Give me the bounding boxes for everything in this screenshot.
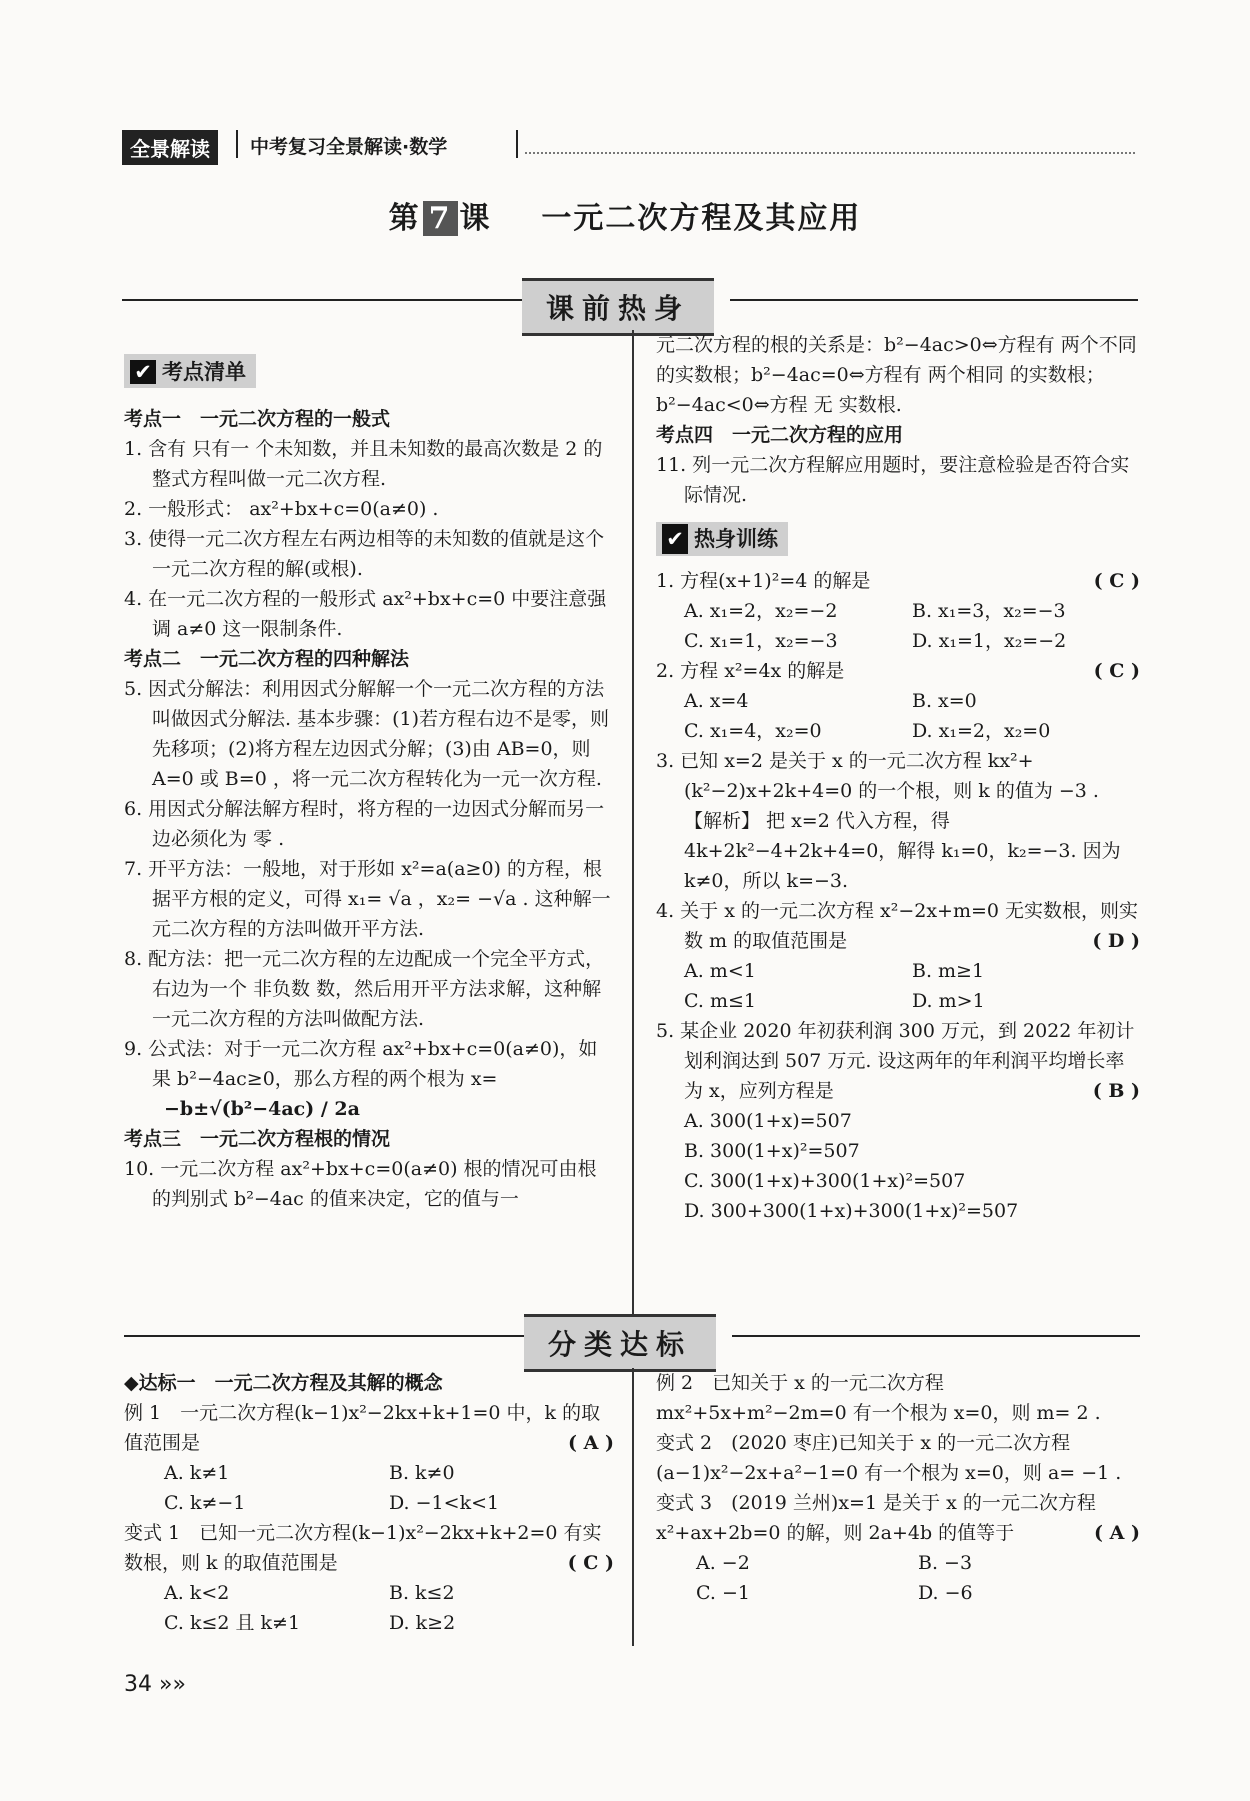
explanation: 【解析】 把 x=2 代入方程，得 4k+2k²−4+2k+4=0，解得 k₁=0，k₂=−3. 因为 k≠0，所以 k=−3. xyxy=(684,810,1121,892)
section-heading: 考点三 一元二次方程根的情况 xyxy=(124,1128,391,1150)
section-heading: ◆达标一 一元二次方程及其解的概念 xyxy=(124,1372,443,1394)
example: 例 2 已知关于 x 的一元二次方程 mx²+5x+m²−2m=0 有一个根为 x=0，则 m= 2 . xyxy=(656,1372,1101,1424)
banner-rule xyxy=(122,299,522,301)
list-item: 3. 使得一元二次方程左右两边相等的未知数的值就是这个一元二次方程的解(或根). xyxy=(124,528,605,580)
list-item: 8. 配方法：把一元二次方程的左边配成一个完全平方式，右边为一个 非负数 数，然后用开平方法求解，这种解一元二次方程的方法叫做配方法. xyxy=(124,948,605,1030)
list-item: 6. 用因式分解法解方程时，将方程的一边因式分解而另一边必须化为 零 . xyxy=(124,798,605,850)
section-heading: 考点二 一元二次方程的四种解法 xyxy=(124,648,410,670)
book-series-tag: 全景解读 xyxy=(122,130,218,165)
section-heading: 考点四 一元二次方程的应用 xyxy=(656,424,904,446)
variant: 变式 1 已知一元二次方程(k−1)x²−2kx+k+2=0 有实数根，则 k 的取值范围是 ( C ) xyxy=(124,1522,614,1574)
bottom-left-column xyxy=(124,1368,614,1638)
section-heading: 考点一 一元二次方程的一般式 xyxy=(124,408,391,430)
options: C. k≤2 且 k≠1 D. k≥2 xyxy=(164,1612,456,1634)
options: A. x=4 B. x=0 xyxy=(684,690,977,712)
page-number: 34 »» xyxy=(124,1672,186,1697)
question: 2. 方程 x²=4x 的解是 ( C ) xyxy=(656,660,1140,682)
options: A. k<2 B. k≤2 xyxy=(164,1582,455,1604)
list-item: 9. 公式法：对于一元二次方程 ax²+bx+c=0(a≠0)，如果 b²−4ac≥0，那么方程的两个根为 x= xyxy=(124,1038,598,1090)
list-item: 2. 一般形式： ax²+bx+c=0(a≠0) . xyxy=(124,498,439,520)
chevron-right-icon: »» xyxy=(159,1672,186,1697)
check-icon: ✔ xyxy=(662,524,688,554)
options: C. k≠−1 D. −1<k<1 xyxy=(164,1492,500,1514)
warmup-practice-tag: ✔ 热身训练 xyxy=(656,522,788,556)
banner-rule xyxy=(730,299,1138,301)
column-divider xyxy=(632,1368,634,1646)
book-title: 中考复习全景解读·数学 xyxy=(250,136,448,158)
banner-rule xyxy=(124,1335,524,1337)
header-dotted-rule xyxy=(525,152,1135,154)
list-item: 11. 列一元二次方程解应用题时，要注意检验是否符合实际情况. xyxy=(656,454,1130,506)
options: A. x₁=2，x₂=−2 B. x₁=3，x₂=−3 xyxy=(684,600,1066,622)
variant: 变式 2 (2020 枣庄)已知关于 x 的一元二次方程(a−1)x²−2x+a²−1=0 有一个根为 x=0，则 a= −1 . xyxy=(656,1432,1122,1484)
option: B. 300(1+x)²=507 xyxy=(684,1140,860,1162)
options: A. k≠1 B. k≠0 xyxy=(164,1462,455,1484)
list-item: 元二次方程的根的关系是：b²−4ac>0⇔方程有 两个不同 的实数根；b²−4ac=0⇔方程有 两个相同 的实数根；b²−4ac<0⇔方程 无 实数根. xyxy=(656,334,1137,416)
options: A. m<1 B. m≥1 xyxy=(684,960,985,982)
options: C. x₁=1，x₂=−3 D. x₁=1，x₂=−2 xyxy=(684,630,1067,652)
options: C. −1 D. −6 xyxy=(696,1582,973,1604)
question: 1. 方程(x+1)²=4 的解是 ( C ) xyxy=(656,570,1140,592)
option: A. 300(1+x)=507 xyxy=(684,1110,852,1132)
option: D. 300+300(1+x)+300(1+x)²=507 xyxy=(684,1200,1019,1222)
list-item: 10. 一元二次方程 ax²+bx+c=0(a≠0) 根的情况可由根的判别式 b²−4ac 的值来决定，它的值与一 xyxy=(124,1158,597,1210)
header-divider xyxy=(236,130,238,158)
list-item: 7. 开平方法：一般地，对于形如 x²=a(a≥0) 的方程，根据平方根的定义，可得 x₁= √a ，x₂= −√a . 这种解一元二次方程的方法叫做开平方法. xyxy=(124,858,611,940)
header-divider xyxy=(516,130,518,158)
warmup-banner: 课前热身 xyxy=(522,278,714,336)
key-points-tag: ✔ 考点清单 xyxy=(124,354,256,388)
question: 5. 某企业 2020 年初获利润 300 万元，到 2022 年初计划利润达到 507 万元. 设这两年的年利润平均增长率为 x，应列方程是 ( B ) xyxy=(656,1020,1140,1102)
lesson-title: 第 7 课 一元二次方程及其应用 xyxy=(388,201,862,236)
column-divider xyxy=(632,330,634,1315)
classify-banner: 分类达标 xyxy=(524,1314,716,1372)
right-column xyxy=(656,330,1140,1226)
check-icon: ✔ xyxy=(130,360,156,384)
variant: 变式 3 (2019 兰州)x=1 是关于 x 的一元二次方程 x²+ax+2b=0 的解，则 2a+4b 的值等于 ( A ) xyxy=(656,1492,1140,1544)
list-item: 5. 因式分解法：利用因式分解解一个一元二次方程的方法叫做因式分解法. 基本步骤：(1)若方程右边不是零，则先移项；(2)将方程左边因式分解；(3)由 AB=0，则 A=0 或 B=0 ，将一元二次方程转化为一元一次方程. xyxy=(124,678,609,790)
options: A. −2 B. −3 xyxy=(696,1552,973,1574)
question: 3. 已知 x=2 是关于 x 的一元二次方程 kx²+(k²−2)x+2k+4=0 的一个根，则 k 的值为 −3 . xyxy=(656,750,1099,802)
options: C. m≤1 D. m>1 xyxy=(684,990,985,1012)
options: C. x₁=4，x₂=0 D. x₁=2，x₂=0 xyxy=(684,720,1051,742)
option: C. 300(1+x)+300(1+x)²=507 xyxy=(684,1170,966,1192)
quadratic-formula: −b±√(b²−4ac) / 2a xyxy=(164,1098,360,1120)
question: 4. 关于 x 的一元二次方程 x²−2x+m=0 无实数根，则实数 m 的取值范围是 ( D ) xyxy=(656,900,1140,952)
list-item: 1. 含有 只有一 个未知数，并且未知数的最高次数是 2 的整式方程叫做一元二次方程. xyxy=(124,438,603,490)
example: 例 1 一元二次方程(k−1)x²−2kx+k+1=0 中，k 的取值范围是 ( A ) xyxy=(124,1402,614,1454)
banner-rule xyxy=(732,1335,1140,1337)
left-column xyxy=(124,404,614,1214)
bottom-right-column xyxy=(656,1368,1140,1608)
list-item: 4. 在一元二次方程的一般形式 ax²+bx+c=0 中要注意强调 a≠0 这一限制条件. xyxy=(124,588,607,640)
